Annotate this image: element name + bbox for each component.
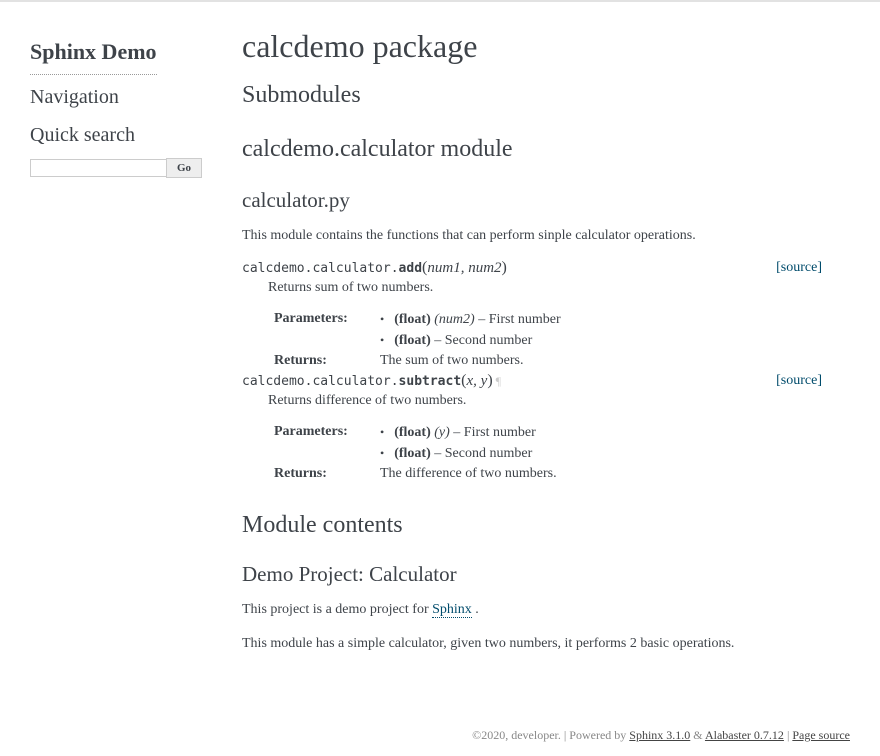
function-prefix: calcdemo.calculator.	[242, 374, 399, 389]
sphinx-link[interactable]: Sphinx	[432, 602, 472, 617]
footer: ©2020, developer. | Powered by Sphinx 3.1.0 & Alabaster 0.7.12 | Page source	[472, 728, 850, 742]
function-signature-subtract: calcdemo.calculator.subtract(x, y) ¶ [source]	[242, 372, 822, 389]
parameter-item: • (float) – Second number	[380, 330, 561, 351]
function-description-add: Returns sum of two numbers.	[268, 280, 434, 295]
search-go-button[interactable]: Go	[166, 158, 202, 178]
returns-value: The difference of two numbers.	[380, 466, 557, 481]
main-content	[242, 26, 842, 654]
function-description-subtract: Returns difference of two numbers.	[268, 393, 467, 408]
function-name: subtract	[398, 374, 462, 389]
source-link-add[interactable]: [source]	[776, 260, 822, 275]
quick-search-heading: Quick search	[30, 124, 135, 146]
function-signature-add: calcdemo.calculator.add(num1, num2) [source]	[242, 259, 822, 276]
file-heading: calculator.py	[242, 188, 350, 212]
source-link-subtract[interactable]: [source]	[776, 373, 822, 388]
module-heading: calcdemo.calculator module	[242, 136, 513, 162]
module-intro: This module contains the functions that can perform sinple calculator operations.	[242, 228, 696, 243]
parameter-item: • (float) – Second number	[380, 443, 557, 464]
returns-label: Returns:	[274, 353, 327, 368]
sidebar	[30, 32, 210, 178]
field-list-subtract	[274, 422, 557, 484]
parameter-item: • (float) (y) – First number	[380, 422, 557, 443]
search-input[interactable]	[30, 159, 166, 177]
parameters-label: Parameters:	[274, 424, 348, 439]
module-contents-heading: Module contents	[242, 512, 403, 538]
function-params: num1, num2	[427, 260, 502, 276]
page-title: calcdemo package	[242, 28, 478, 64]
function-params: x, y	[466, 373, 488, 389]
parameter-item: • (float) (num2) – First number	[380, 309, 561, 330]
logo-title[interactable]: Sphinx Demo	[30, 32, 157, 75]
navigation-heading: Navigation	[30, 86, 119, 108]
returns-label: Returns:	[274, 466, 327, 481]
search-form	[30, 159, 206, 178]
sphinx-version-link[interactable]: Sphinx 3.1.0	[629, 728, 691, 742]
demo-paragraph-2: This module has a simple calculator, given two numbers, it performs 2 basic operations.	[242, 636, 735, 651]
parameters-label: Parameters:	[274, 311, 348, 326]
page-source-link[interactable]: Page source	[792, 728, 850, 742]
function-prefix: calcdemo.calculator.	[242, 261, 399, 276]
demo-paragraph: This project is a demo project for Sphinx .	[242, 602, 479, 617]
field-list-add	[274, 309, 561, 371]
alabaster-link[interactable]: Alabaster 0.7.12	[704, 728, 784, 742]
function-name: add	[398, 261, 423, 276]
submodules-heading: Submodules	[242, 82, 361, 108]
demo-heading: Demo Project: Calculator	[242, 562, 457, 586]
permalink-icon[interactable]: ¶	[495, 374, 502, 388]
returns-value: The sum of two numbers.	[380, 353, 524, 368]
